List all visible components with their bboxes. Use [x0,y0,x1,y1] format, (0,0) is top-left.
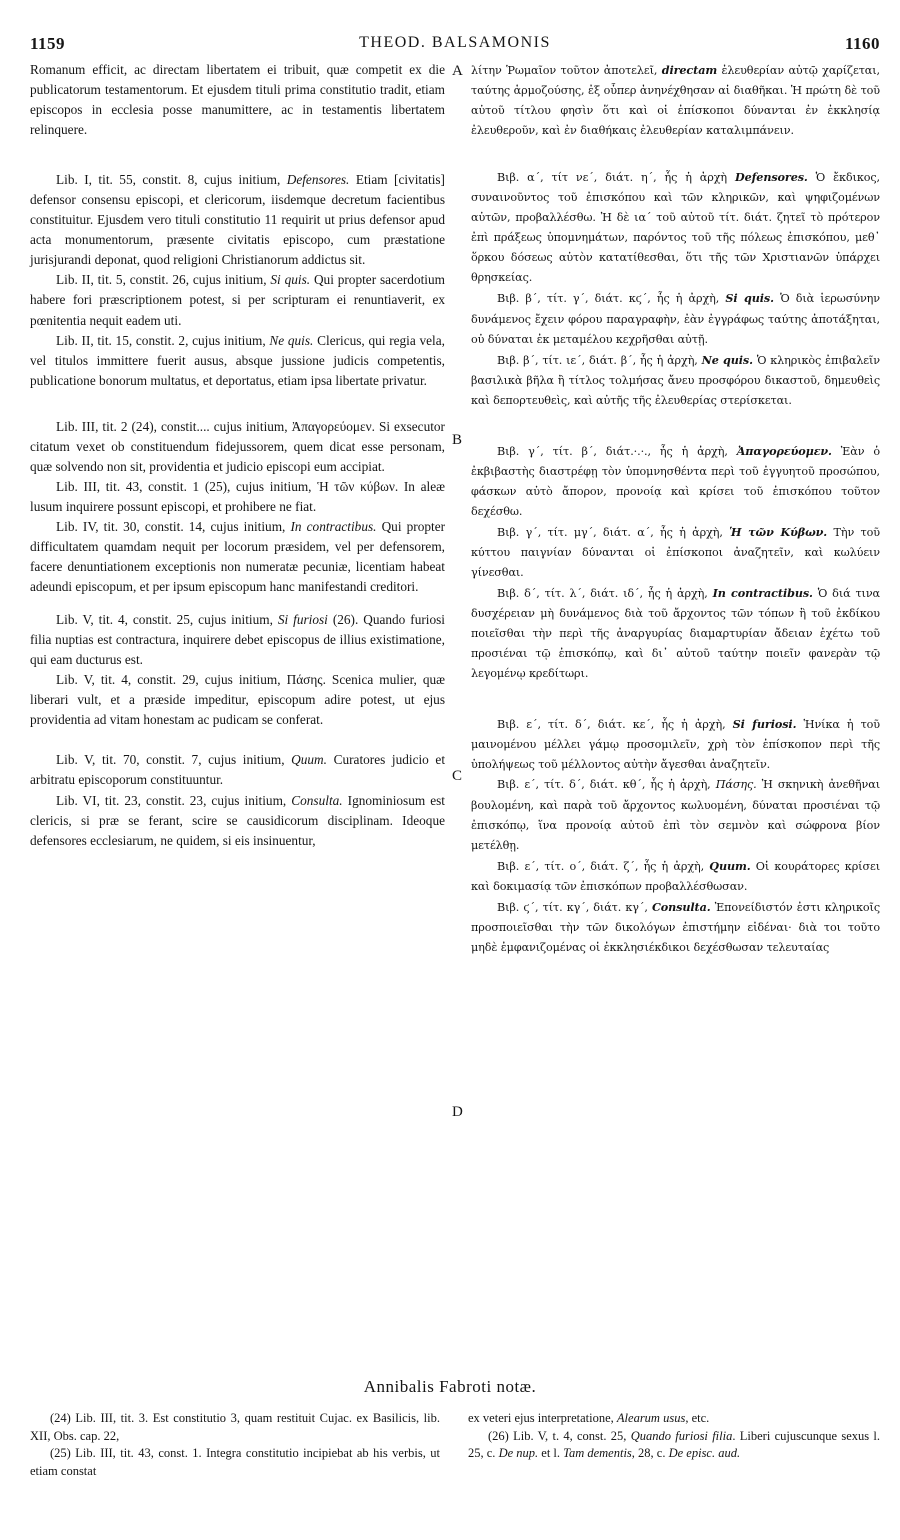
latin-paragraph: Lib. V, tit. 4, constit. 25, cujus initium, Si furiosi (26). Quando furiosi filia nuptias est contractura, inquirere debet episcopus de illius existimatione, qui eam ducturus est. [30,612,445,668]
page-number-right: 1160 [844,34,880,53]
greek-paragraph: Βιβ. α΄, τίτ νε΄, διάτ. η΄, ἧς ἡ ἀρχὴ Defensores. Ὁ ἔκδικος, συναινοῦντος τοῦ ἐπισκόπου καὶ τῶν κληρικῶν, καὶ ψηφιζομένων αὐτῶν, προβαλλέσθω. Ἡ δὲ ια΄ τοῦ αὐτοῦ τίτ. διάτ. ζητεῖ τὸ πρότερον ἐπὶ πράξεως ὑπομνημάτων, παρόντος τοῦ τῆς πόλεως ἐπισκόπου, μεθ᾽ ὅρκου δόσεως αὐτὸν κατατίθεσθαι, ὅτι τῆς τῶν Χριστιανῶν ὑπάρχει θρησκείας. [471,170,880,285]
latin-paragraph: Lib. III, tit. 2 (24), constit.... cujus initium, Ἀπαγορεύομεν. Si exsecutor citatum vexet ob constituendum fidejussorem, quem dicat esse personam, quæ solvendo non sit, providentia et judicio episcopi eum accipiat. [30,418,445,474]
greek-paragraph: Βιβ. ε΄, τίτ. δ΄, διάτ. κθ΄, ἧς ἡ ἀρχὴ, Πάσης. Ἡ σκηνικὴ ἀνεθῆναι βουλομένη, καὶ παρὰ τοῦ ἄρχοντος κωλυομένη, δύναται προσιέναι τῷ ἐπισκόπῳ, ἵνα προνοίᾳ αὐτοῦ ἐπὶ τὸν σεμνὸν καὶ σώφρονα βίον μετέλθῃ. [471,778,880,852]
latin-paragraph: Lib. V, tit. 70, constit. 7, cujus initium, Quum. Curatores judicio et arbitratu episcoporum constituuntur. [30,752,446,788]
incipit-keyword: Ἡ τῶν κύβων. [317,478,399,494]
latin-paragraph: Lib. V, tit. 4, constit. 29, cujus initium, Πάσης. Scenica mulier, quæ liberari vult, et a præside impeditur, episcopum adire potest, ut ejus providentia ad vitam honestam ac pudicam se conferat. [30,672,445,728]
incipit-keyword: Πάσης. [286,672,326,688]
margin-letter-a: A [452,63,463,79]
greek-paragraph: Βιβ. γ΄, τίτ. μγ΄, διάτ. α΄, ἧς ἡ ἀρχὴ, Ἡ τῶν Κύβων. Τὴν τοῦ κύττου παιγνίαν δύνανται οἱ ἐπίσκοποι ἀναζητεῖν, καὶ κωλύειν γίνεσθαι. [471,524,880,580]
margin-letter-b: B [452,432,463,448]
incipit-keyword: Quum. [291,752,327,768]
footnote-24: (24) Lib. III, tit. 3. Est constitutio 3, quam restituit Cujac. ex Basilicis, lib. XII, Obs. cap. 22, [30,1411,440,1443]
notes-right-column [468,1410,880,1463]
incipit-keyword: Ἀπαγορεύομεν. [736,443,832,458]
incipit-keyword: Si quis. [725,291,774,306]
incipit-keyword: Ἀπαγορεύομεν. [291,418,375,434]
incipit-keyword: Ἡ τῶν Κύβων. [729,524,828,539]
incipit-keyword: Ne quis. [269,332,314,348]
greek-paragraph: Βιβ. δ΄, τίτ. λ΄, διάτ. ιδ΄, ἧς ἡ ἀρχὴ, In contractibus. Ὁ διά τινα δυσχέρειαν μὴ δυνάμενος διὰ τοῦ ἄρχοντος τῶν τόπων ἢ τοῦ ἐκδίκου ποιεῖσθαι τὴν περὶ τῆς ἀναργυρίας διαμαρτυρίαν ἄδειαν ἐχέτω τοῦ προσιέναι τῷ ἐπισκόπῳ, καὶ δι᾽ αὐτοῦ ταύτην ποιεῖν φανερὰν τῷ λεγομένῳ κρεδίτωρι. [471,586,880,681]
incipit-keyword: Si furiosi [277,612,328,628]
greek-paragraph: Βιβ. β΄, τίτ. ιε΄, διάτ. β΄, ἧς ἡ ἀρχὴ, Ne quis. Ὁ κληρικὸς ἐπιβαλεῖν βασιλικὰ βῆλα ἢ τίτλος τολμήσας ἄνευ προσφόρου δικαστοῦ, δημευθεὶς καὶ δεπορτευθεὶς, καὶ αὐτῆς τῆς ἐλευθερίας στερίσκεται. [471,352,880,407]
footnote-26: (26) Lib. V, t. 4, const. 25, Quando furiosi filia. Liberi cujuscunque sexus l. 25, c. De nup. et l. Tam dementis, 28, c. De episc. aud. [468,1428,880,1460]
greek-paragraph: λίτην Ῥωμαῖον τοῦτον ἀποτελεῖ, directam ἐλευθερίαν αὐτῷ χαρίζεται, ταύτης ἁρμοζούσης, ἐξ οὗπερ ἀνηνέχθησαν αἱ διαθῆκαι. Ἡ πρώτη δὲ τοῦ αὐτοῦ τίτλου φησὶν ὅτι καὶ οἱ ἐπίσκοποι δύνανται ἐν ἐκκλησίᾳ ἐλευθεροῦν, καὶ ἐν διαθήκαις ἐλευθερίαν καταλιμπάνειν. [471,63,880,138]
greek-paragraph: Βιβ. γ΄, τίτ. β΄, διάτ.·.·., ἧς ἡ ἀρχὴ, Ἀπαγορεύομεν. Ἐὰν ὁ ἐκβιβαστὴς διαστρέφῃ τὸν ὑπομνησθέντα περὶ τοῦ ἐγγυητοῦ προσώπου, φάσκων αὐτὸ ἄπορον, προνοίᾳ καὶ κρίσει τοῦ ἐπισκόπου τοῦτον δεχέσθω. [471,443,880,518]
incipit-keyword: Consulta. [651,899,711,914]
margin-letter-c: C [452,768,463,784]
incipit-keyword: Consulta. [291,792,343,808]
incipit-keyword: Si furiosi. [732,717,797,732]
notes-heading: Annibalis Fabroti notæ. [363,1377,537,1396]
latin-paragraph: Romanum efficit, ac directam libertatem ei tribuit, quæ competit ex die publicatorum testamentorum. Et ejusdem tituli prima constitutio tradit, etiam episcopos in ecclesia posse manumittere, ac in testamentis libertatem relinquere. [30,62,445,138]
page-number-left: 1159 [30,34,66,53]
incipit-keyword: Ne quis. [701,352,753,367]
latin-paragraph: Lib. I, tit. 55, constit. 8, cujus initium, Defensores. Etiam [civitatis] defensor consensu episcopi, et clericorum, iisdemque decretum facientibus constituitur. Ejusdem vero tituli constitutio 11 requirit ut prius defensor apud acta monumentorum, præsente civitatis episcopo, cum præstatione jurisjurandi deponat, quod religioni Christianorum addictus sit. [30,172,445,268]
greek-paragraph: Βιβ. ε΄, τίτ. δ΄, διάτ. κε΄, ἧς ἡ ἀρχὴ, Si furiosi. Ἡνίκα ἡ τοῦ μαινομένου μέλλει γάμῳ προσομιλεῖν, χρὴ τὸν ἐπίσκοπον περὶ τῆς ὑπολήψεως τοῦ μέλλοντος αὐτὴν ἄγεσθαι ἀναζητεῖν. [471,717,880,772]
running-title: THEOD. BALSAMONIS [359,34,551,51]
incipit-keyword: Si quis. [270,272,311,288]
incipit-keyword: directam [661,63,718,77]
greek-column [471,60,880,958]
notes-left-column [30,1410,440,1480]
incipit-keyword: Defensores. [734,170,808,185]
greek-paragraph: Βιβ. β΄, τίτ. γ΄, διάτ. κϛ΄, ἧς ἡ ἀρχὴ, Si quis. Ὁ διὰ ἱερωσύνην δυνάμενος ἔχειν φόρου παραγραφὴν, ἐὰν ἐγγράφως ταύτης ἀποτάξηται, οὐ δύναται ἐκ μεταμέλου κεχρῆσθαι αὐτῇ. [471,291,880,346]
incipit-keyword: In contractibus. [712,586,813,601]
margin-letter-d: D [452,1104,463,1120]
latin-column [30,60,445,851]
latin-paragraph: Lib. II, tit. 15, constit. 2, cujus initium, Ne quis. Clericus, qui regia vela, vel titulos immittere fuerit ausus, absque jussione judicis competentis, publicatione bonorum multatus, et deportatus, etiam ipsa libertate privatur. [30,332,445,388]
greek-paragraph: Βιβ. ε΄, τίτ. ο΄, διάτ. ζ΄, ἧς ἡ ἀρχὴ, Quum. Οἱ κουράτορες κρίσει καὶ δοκιμασίᾳ τῶν ἐπισκόπων προβαλλέσθωσαν. [471,858,880,893]
incipit-keyword: In contractibus. [290,518,377,534]
latin-paragraph: Lib. IV, tit. 30, constit. 14, cujus initium, In contractibus. Qui propter difficultatem quamdam nequit per locorum præsidem, vel per defensorem, facere denuntiationem exceptionis non numeratæ pecuniæ, licentiam habeat adeundi episcopum, et per ipsum episcopum hanc manifestandi creditori. [30,518,446,595]
incipit-keyword: Defensores. [286,172,350,188]
incipit-keyword: Πάσης. [715,778,757,792]
page-header [30,34,880,58]
latin-paragraph: Lib. III, tit. 43, constit. 1 (25), cujus initium, Ἡ τῶν κύβων. In aleæ lusum inquirere possunt episcopi, et prohibere ne fiat. [30,478,445,514]
footnote-25-continued: ex veteri ejus interpretatione, Alearum usus, etc. [468,1411,710,1425]
greek-paragraph: Βιβ. ϛ΄, τίτ. κγ΄, διάτ. κγ΄, Consulta. Ἐπονείδιστόν ἐστι κληρικοῖς προσποιεῖσθαι τὴν τῶν δικολόγων ἐπιστήμην εἰδέναι· διὰ τοι τοῦτο μηδὲ ἐμφανιζομένας οἱ ἐκκλησιέκδικοι δεχέσθωσαν τελευταίας [471,899,880,954]
footnote-25: (25) Lib. III, tit. 43, const. 1. Integra constitutio incipiebat ab his verbis, ut etiam constat [30,1446,440,1478]
latin-paragraph: Lib. II, tit. 5, constit. 26, cujus initium, Si quis. Qui propter sacerdotium habere fori præscriptionem potest, si per scripturam ei renuntiaverit, ex pœnitentia nequit eadem uti. [30,272,445,328]
latin-paragraph: Lib. VI, tit. 23, constit. 23, cujus initium, Consulta. Ignominiosum est clericis, si præ se ferant, scire se causidicorum disciplinam. Ideoque defensores ecclesiarum, ne quidem, si eis insinuentur, [30,792,445,848]
incipit-keyword: Quum. [709,858,751,873]
